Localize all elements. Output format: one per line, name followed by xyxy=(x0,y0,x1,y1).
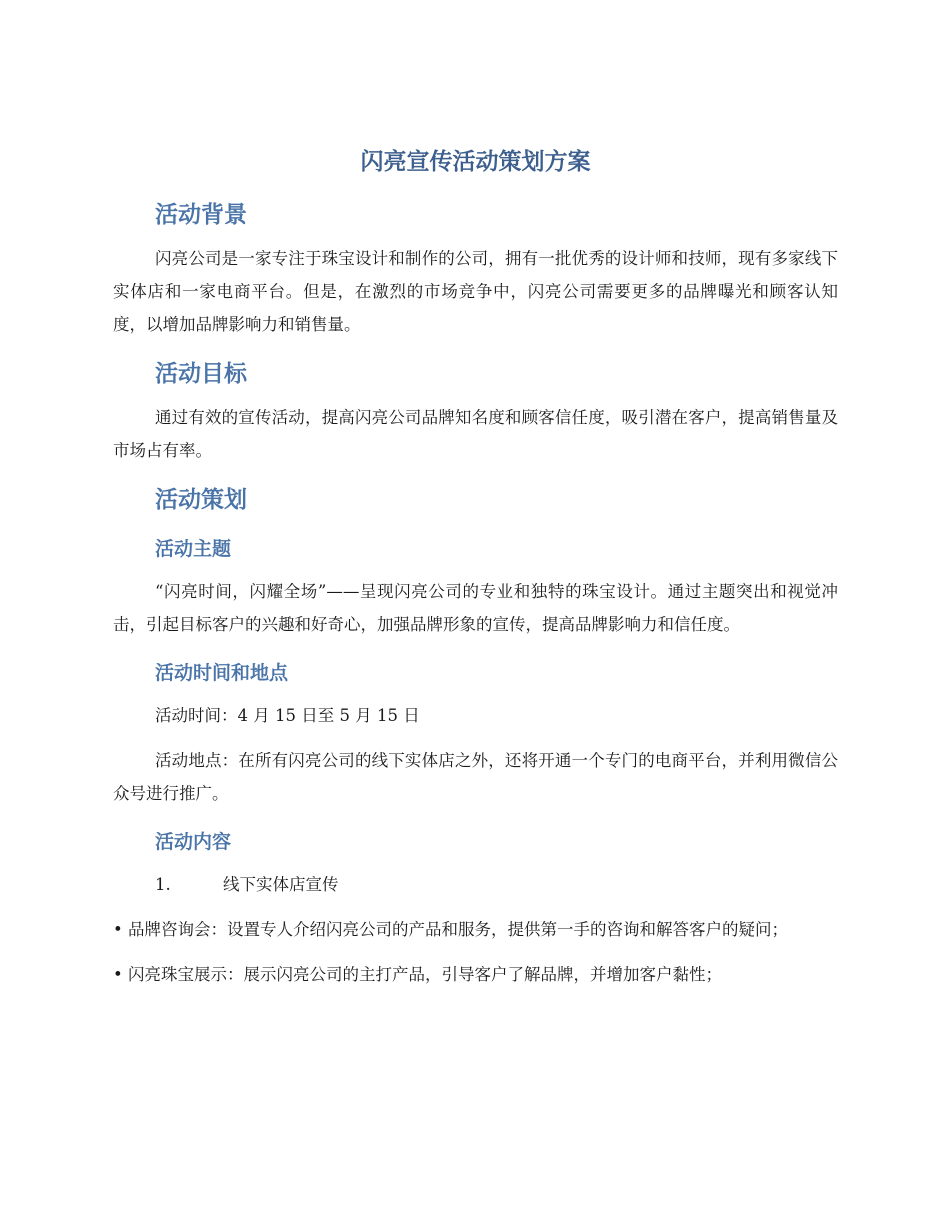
bullet-jewelry-display: • 闪亮珠宝展示：展示闪亮公司的主打产品，引导客户了解品牌，并增加客户黏性； xyxy=(113,965,722,984)
list-item-offline-store xyxy=(155,868,838,901)
paragraph-background: 闪亮公司是一家专注于珠宝设计和制作的公司，拥有一批优秀的设计师和技师，现有多家线下实体店和一家电商平台。但是，在激烈的市场竞争中，闪亮公司需要更多的品牌曝光和顾客认知度，以增加品牌影响力和销售量。 xyxy=(113,249,838,334)
heading-goal: 活动目标 xyxy=(155,361,247,387)
list-number: 1. xyxy=(155,875,171,894)
heading-background: 活动背景 xyxy=(155,202,247,228)
paragraph-place: 活动地点：在所有闪亮公司的线下实体店之外，还将开通一个专门的电商平台，并利用微信公众号进行推广。 xyxy=(113,751,838,803)
heading-theme: 活动主题 xyxy=(155,538,232,560)
heading-planning: 活动策划 xyxy=(155,487,247,513)
document-body xyxy=(113,140,838,1003)
bullet-brand-consultation: • 品牌咨询会：设置专人介绍闪亮公司的产品和服务，提供第一手的咨询和解答客户的疑问； xyxy=(113,920,788,939)
document-title: 闪亮宣传活动策划方案 xyxy=(360,149,591,175)
paragraph-theme: “闪亮时间，闪耀全场”——呈现闪亮公司的专业和独特的珠宝设计。通过主题突出和视觉冲击，引起目标客户的兴趣和好奇心，加强品牌形象的宣传，提高品牌影响力和信任度。 xyxy=(113,582,838,634)
paragraph-time: 活动时间：4 月 15 日至 5 月 15 日 xyxy=(155,706,420,725)
heading-time-place: 活动时间和地点 xyxy=(155,662,289,684)
heading-content: 活动内容 xyxy=(155,831,232,853)
list-label: 线下实体店宣传 xyxy=(223,875,339,894)
paragraph-goal: 通过有效的宣传活动，提高闪亮公司品牌知名度和顾客信任度，吸引潜在客户，提高销售量及市场占有率。 xyxy=(113,408,838,460)
